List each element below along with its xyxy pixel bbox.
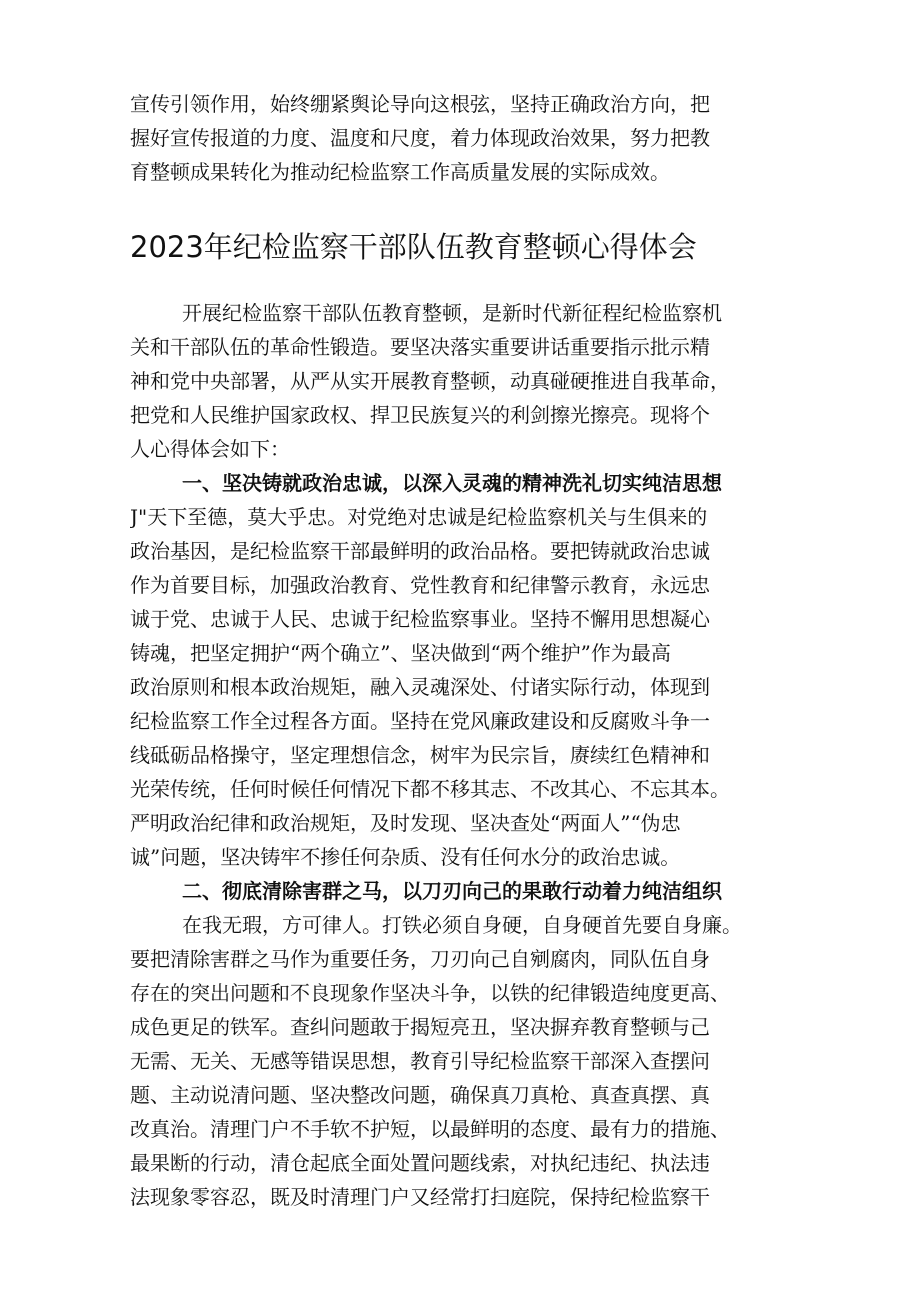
article-title: 2023年纪检监察干部队伍教育整顿心得体会 (130, 230, 697, 264)
body-line: 要把清除害群之马作为重要任务，刀刃向己自剜腐肉，同队伍自身 (130, 947, 710, 971)
body-line: 光荣传统，任何时候任何情况下都不移其志、不改其心、不忘其本。 (130, 777, 730, 801)
body-line: 纪检监察工作全过程各方面。坚持在党风廉政建设和反腐败斗争一 (130, 709, 710, 733)
section-heading-1: 一、坚决铸就政治忠诚，以深入灵魂的精神洗礼切实纯洁思想 (182, 471, 722, 495)
body-line: 无需、无关、无感等错误思想，教育引导纪检监察干部深入查摆问 (130, 1049, 710, 1073)
body-line: 神和党中央部署，从严从实开展教育整顿，动真碰硬推进自我革命， (130, 369, 730, 393)
body-line: 题、主动说清问题、坚决整改问题，确保真刀真枪、真查真摆、真 (130, 1083, 710, 1107)
body-line: 严明政治纪律和政治规矩，及时发现、坚决查处“两面人”“伪忠 (130, 811, 681, 835)
body-line: 政治基因，是纪检监察干部最鲜明的政治品格。要把铸就政治忠诚 (130, 539, 710, 563)
body-line: 关和干部队伍的革命性锻造。要坚决落实重要讲话重要指示批示精 (130, 335, 710, 359)
body-line: 诚于党、忠诚于人民、忠诚于纪检监察事业。坚持不懈用思想凝心 (130, 607, 710, 631)
intro-line: 育整顿成果转化为推动纪检监察工作高质量发展的实际成效。 (130, 160, 670, 184)
body-line: 诚”问题，坚决铸牢不掺任何杂质、没有任何水分的政治忠诚。 (130, 845, 681, 869)
intro-line: 宣传引领作用，始终绷紧舆论导向这根弦，坚持正确政治方向，把 (130, 92, 710, 116)
body-line: 人心得体会如下： (130, 437, 290, 461)
body-line: 把党和人民维护国家政权、捍卫民族复兴的利剑擦光擦亮。现将个 (130, 403, 710, 427)
body-line: 政治原则和根本政治规矩，融入灵魂深处、付诸实际行动，体现到 (130, 675, 710, 699)
body-line: J"天下至德，莫大乎忠。对党绝对忠诚是纪检监察机关与生俱来的 (130, 505, 708, 529)
intro-line: 握好宣传报道的力度、温度和尺度，着力体现政治效果，努力把教 (130, 126, 710, 150)
body-line: 在我无瑕，方可律人。打铁必须自身硬，自身硬首先要自身廉。 (182, 913, 742, 937)
body-line: 改真治。清理门户不手软不护短，以最鲜明的态度、最有力的措施、 (130, 1117, 730, 1141)
body-line: 法现象零容忍，既及时清理门户又经常打扫庭院，保持纪检监察干 (130, 1185, 710, 1209)
body-line: 开展纪检监察干部队伍教育整顿，是新时代新征程纪检监察机 (182, 301, 722, 325)
body-line: 线砥砺品格操守，坚定理想信念，树牢为民宗旨，赓续红色精神和 (130, 743, 710, 767)
body-line: 铸魂，把坚定拥护“两个确立”、坚决做到“两个维护”作为最高 (130, 641, 671, 665)
section-heading-2: 二、彻底清除害群之马，以刀刃向己的果敢行动着力纯洁组织 (182, 879, 722, 903)
body-line: 成色更足的铁军。查纠问题敢于揭短亮丑，坚决摒弃教育整顿与己 (130, 1015, 710, 1039)
body-line: 存在的突出问题和不良现象作坚决斗争，以铁的纪律锻造纯度更高、 (130, 981, 730, 1005)
body-line: 作为首要目标，加强政治教育、党性教育和纪律警示教育，永远忠 (130, 573, 710, 597)
body-line: 最果断的行动，清仓起底全面处置问题线索，对执纪违纪、执法违 (130, 1151, 710, 1175)
